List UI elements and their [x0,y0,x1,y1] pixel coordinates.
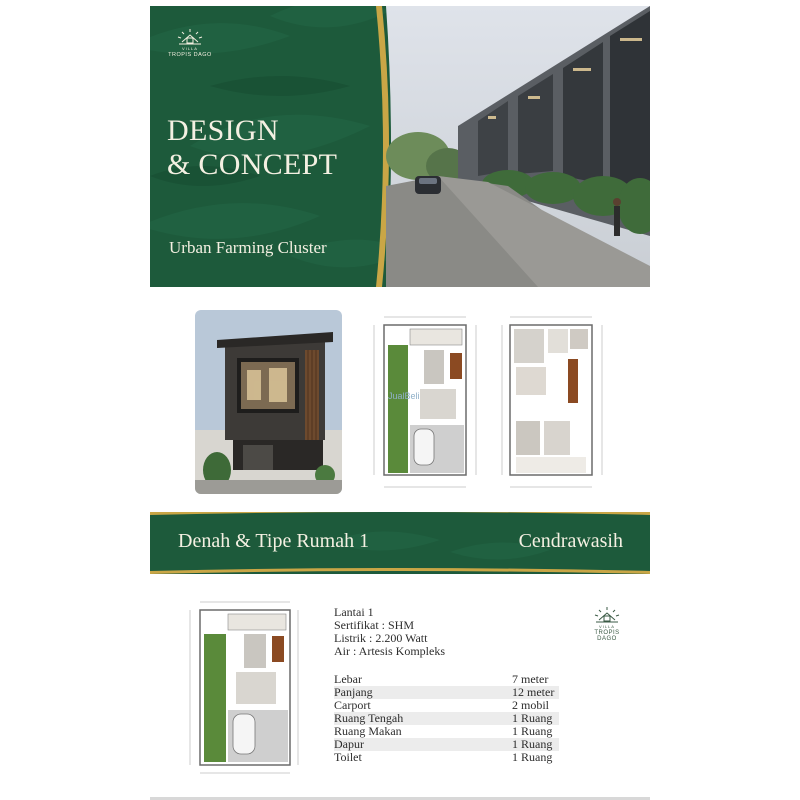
logo-line-1: VILLA [599,624,615,629]
row-key: Ruang Makan [334,724,402,738]
row-value: 1 Ruang [512,737,553,751]
house-render-image [195,310,342,494]
sunburst-house-icon [176,28,204,46]
logo-line-2: TROPIS DAGO [594,630,620,642]
row-key: Lebar [334,672,362,686]
section-header-bar [150,512,650,574]
row-value: 1 Ruang [512,724,553,738]
row-key: Panjang [334,685,373,699]
hero-banner [150,6,650,287]
row-key: Ruang Tengah [334,711,404,725]
spec-list [334,606,445,658]
street-photo [378,6,650,287]
villa-tropis-logo-small [584,606,630,642]
logo-line-1: VILLA [182,46,198,51]
row-key: Dapur [334,737,364,751]
section-title-left: Denah & Tipe Rumah 1 [178,530,370,552]
spec-certificate: Sertifikat : SHM [334,618,414,632]
page-subtitle: Urban Farming Cluster [169,238,327,257]
spec-electricity: Listrik : 2.200 Watt [334,631,428,645]
logo-line-2: TROPIS DAGO [168,52,212,58]
row-value: 12 meter [512,685,555,699]
row-key: Carport [334,698,371,712]
room-spec-table [334,673,559,764]
watermark-text: JualBeli [388,391,420,401]
sunburst-house-icon [593,606,621,624]
spec-water: Air : Artesis Kompleks [334,644,445,658]
spec-floor: Lantai 1 [334,605,374,619]
row-key: Toilet [334,750,362,764]
table-row [334,751,559,764]
section-title-right: Cendrawasih [518,530,623,552]
row-value: 7 meter [512,672,549,686]
floor-plan-detail-image [178,598,303,778]
row-value: 1 Ruang [512,711,553,725]
page-title [167,114,337,182]
row-value: 1 Ruang [512,750,553,764]
title-line-2: & CONCEPT [167,148,338,181]
title-line-1: DESIGN [167,114,279,147]
row-value: 2 mobil [512,698,550,712]
floor-plans-image [362,313,607,493]
villa-tropis-logo [168,28,212,58]
